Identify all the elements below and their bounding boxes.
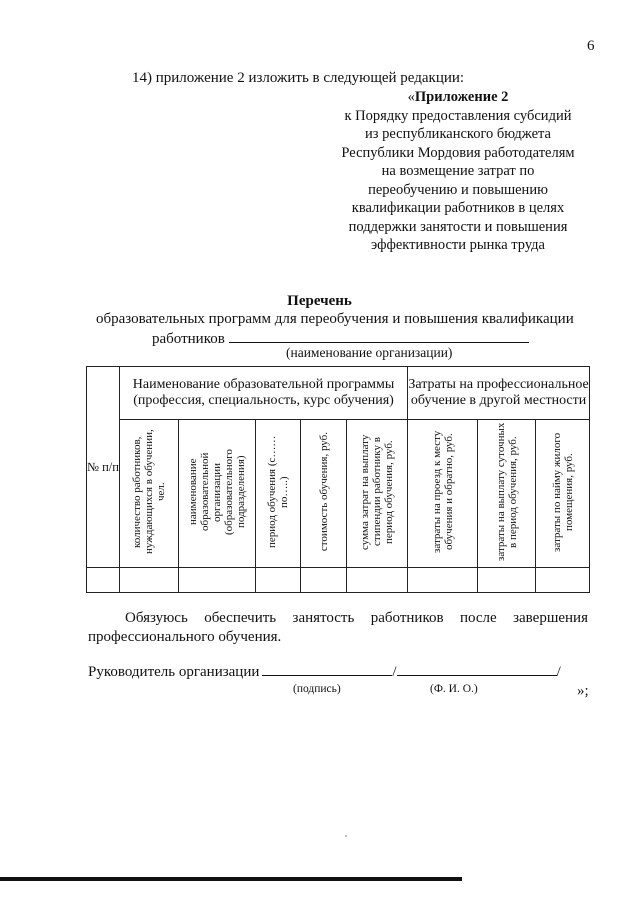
organization-name-blank — [229, 329, 529, 343]
table-row — [87, 568, 590, 593]
column-header-workers-count: количество работников, нуждающихся в обучении, чел. — [120, 420, 179, 568]
signature-caption: (подпись) — [293, 683, 341, 695]
appendix-line: эффективности рынка труда — [371, 237, 545, 253]
closing-quote: »; — [577, 683, 589, 699]
table-cell — [256, 568, 301, 593]
column-header-travel: затраты на проезд к месту обучения и обратно, руб. — [408, 420, 478, 568]
fio-caption: (Ф. И. О.) — [430, 683, 478, 695]
table-cell — [301, 568, 347, 593]
appendix-header — [330, 88, 586, 255]
column-header-stipend: сумма затрат на выплату стипендии работнику в период обучения, руб. — [347, 420, 408, 568]
programs-table — [86, 366, 590, 593]
program-group-header: Наименование образовательной программы (профессия, специальность, курс обучения) — [120, 367, 408, 420]
organization-caption: (наименование организации) — [286, 345, 453, 360]
signature-line: Руководитель организации / / — [88, 664, 561, 680]
table-cell — [347, 568, 408, 593]
obligation-line: Обязуюсь обеспечить занятость работников после завершения — [125, 610, 588, 626]
workers-label: работников — [152, 331, 225, 347]
appendix-title — [330, 88, 586, 107]
appendix-line: из республиканского бюджета — [365, 126, 551, 142]
table-cell — [87, 568, 120, 593]
list-subtitle: образовательных программ для переобучения и повышения квалификации — [96, 311, 574, 327]
page-number: 6 — [587, 38, 595, 54]
fio-blank — [397, 662, 557, 676]
column-header-per-diem: затраты на выплату суточных в период обучения, руб. — [478, 420, 536, 568]
column-header-period: период обучения (с…… по…..) — [256, 420, 301, 568]
scan-speck — [345, 835, 347, 837]
obligation-line: профессионального обучения. — [88, 629, 282, 645]
table-cell — [536, 568, 590, 593]
signature-blank — [262, 662, 392, 676]
column-header-cost: стоимость обучения, руб. — [301, 420, 347, 568]
list-title: Перечень — [287, 293, 352, 309]
table-cell — [478, 568, 536, 593]
table-cell — [408, 568, 478, 593]
appendix-line: на возмещение затрат по — [381, 163, 535, 179]
table-cell — [179, 568, 256, 593]
appendix-line: к Порядку предоставления субсидий — [344, 107, 572, 124]
column-header-housing: затраты по найму жилого помещения, руб. — [536, 420, 590, 568]
number-column-header: № п/п — [87, 367, 120, 568]
appendix-line: поддержки занятости и повышения — [348, 218, 568, 235]
appendix-title-text: Приложение 2 — [414, 89, 509, 105]
amendment-intro: 14) приложение 2 изложить в следующей редакции: — [132, 70, 465, 86]
column-header-institution: наименование образовательной организации (образовательного подразделения) — [179, 420, 256, 568]
appendix-line: Республики Мордовия работодателям — [341, 144, 575, 161]
opening-quote: « — [407, 89, 415, 105]
obligation-text — [88, 609, 588, 647]
signature-label: Руководитель организации — [88, 664, 260, 680]
table-cell — [120, 568, 179, 593]
costs-group-header: Затраты на профессиональное обучение в другой местности — [408, 367, 590, 420]
appendix-line: переобучению и повышению — [368, 181, 548, 198]
scan-edge-bar — [0, 877, 462, 881]
appendix-line: квалификации работников в целях — [351, 200, 565, 216]
